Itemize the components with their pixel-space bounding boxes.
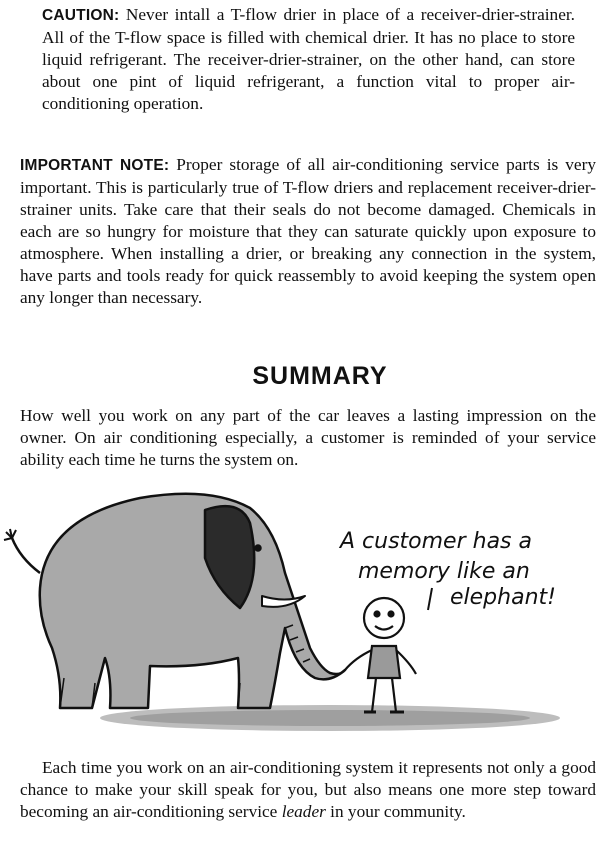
closing-emphasis: leader: [281, 802, 326, 821]
important-note-label: IMPORTANT NOTE:: [20, 157, 170, 174]
important-note-paragraph: [20, 154, 596, 309]
summary-heading: SUMMARY: [252, 362, 388, 390]
service-man-figure: [345, 598, 416, 712]
closing-text-end: in your community.: [330, 802, 466, 821]
closing-text: Each time you work on an air-conditioning system it represents not only a good chance to make your skill speak for you, but also means one more step toward becoming an air-conditioning service: [20, 758, 596, 821]
caption-line-3: elephant!: [450, 585, 556, 610]
caption-line-1: A customer has a: [340, 529, 532, 554]
elephant-figure: [4, 494, 345, 708]
ground-shadow: [100, 705, 560, 731]
caution-paragraph: [42, 4, 575, 115]
important-note-text: Proper storage of all air-conditioning service parts is very important. This is particularly true of T-flow driers and replacement receiver-drier-strainer units. Take care that their seals do not become damaged. Chemicals in each are so hungry for moisture that they can saturate quickly upon exposure to atmosphere. When installing a drier, or breaking any connection in the system, have parts and tools ready for quick reassembly to avoid keeping the system open any longer than necessary.: [20, 155, 596, 307]
summary-paragraph: How well you work on any part of the car leaves a lasting impression on the owner. On air conditioning especially, a customer is reminded of your service ability each time he turns the system on.: [20, 406, 596, 469]
caption-line-2: memory like an: [358, 559, 530, 584]
speech-pointer: [428, 588, 432, 610]
caution-text: Never intall a T-flow drier in place of a receiver-drier-strainer. All of the T-flow space is filled with chemical drier. It has no place to store liquid refrigerant. The receiver-drier-strainer, on the other hand, can store about one pint of liquid refrigerant, a function vital to proper air-conditioning operation.: [42, 5, 575, 113]
caution-label: CAUTION:: [42, 7, 120, 24]
closing-paragraph: [20, 757, 596, 823]
elephant-cartoon-illustration: [0, 478, 600, 740]
